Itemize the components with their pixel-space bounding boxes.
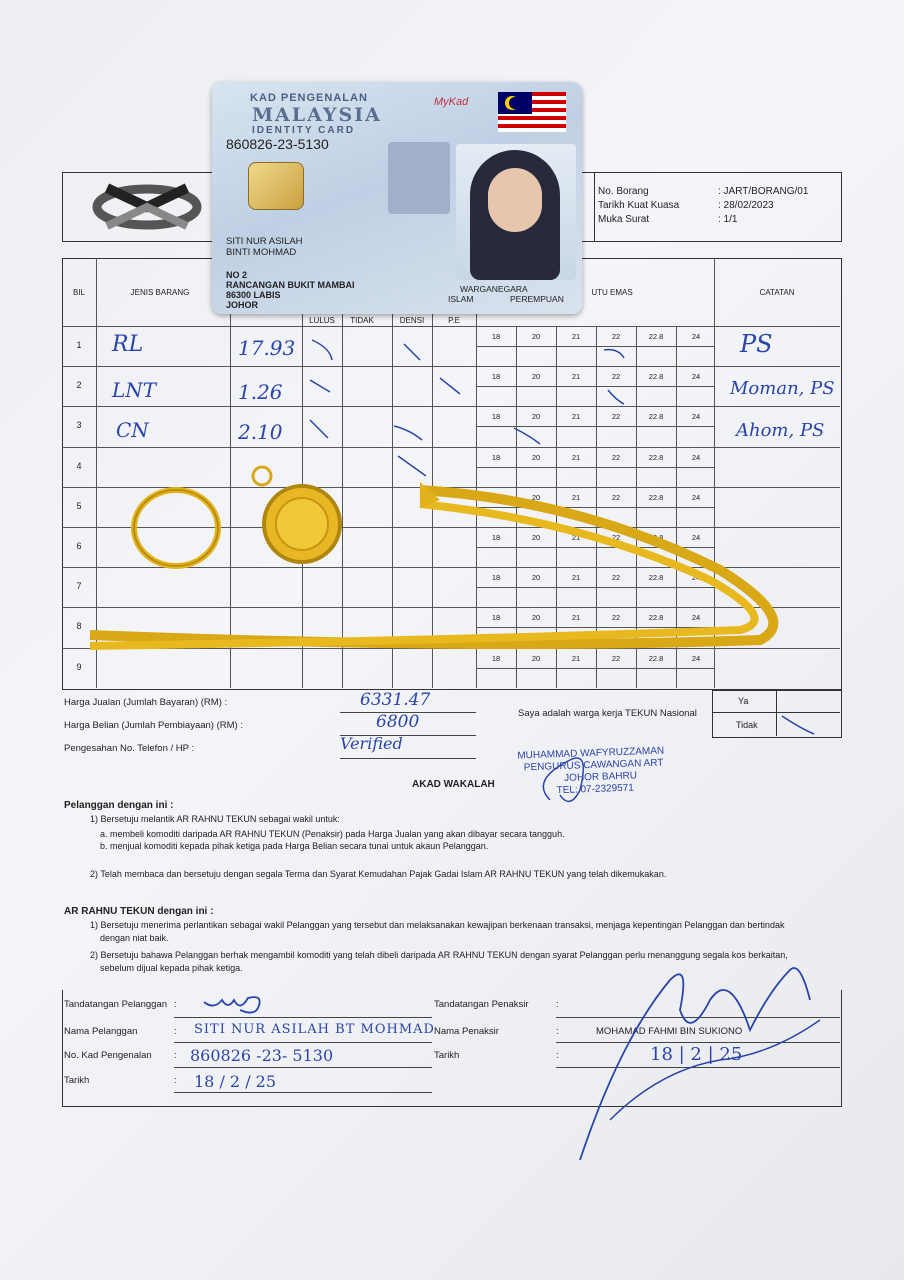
row-number: 5: [76, 500, 82, 511]
card-addr2: RANCANGAN BUKIT MAMBAI: [226, 280, 355, 290]
label-nama-pelanggan: Nama Pelanggan: [64, 1026, 138, 1037]
card-name1: SITI NUR ASILAH: [226, 236, 303, 247]
karat-label: 20: [531, 452, 541, 462]
card-gender: PEREMPUAN: [510, 294, 564, 304]
hand-note-3: Ahom, PS: [736, 420, 825, 441]
karat-label: 24: [691, 412, 701, 422]
card-chip: [248, 162, 304, 210]
mykad-card: [212, 82, 582, 314]
card-citizenship: WARGANEGARA: [460, 284, 528, 294]
karat-label: 22: [611, 492, 621, 502]
line-nama-pelanggan: [174, 1042, 432, 1043]
row-number: 1: [76, 340, 82, 350]
card-ic-number: 860826-23-5130: [226, 136, 329, 152]
karat-label: 22: [611, 573, 621, 583]
karat-label: 22.8: [648, 653, 664, 663]
meta-no-borang: No. Borang : JART/BORANG/01: [598, 186, 809, 197]
karat-label: 20: [531, 332, 541, 341]
karat-label: 18: [491, 653, 501, 663]
row-number: 2: [76, 380, 82, 391]
karat-label: 22: [611, 372, 621, 382]
row-number: 8: [76, 621, 82, 632]
label-tandatangan-penaksir: Tandatangan Penaksir: [434, 999, 529, 1010]
line-no-kad: [174, 1067, 432, 1068]
hand-harga-jualan: 6331.47: [360, 690, 431, 710]
hand-item-2: LNT: [112, 378, 157, 402]
hand-no-kad: 860826 -23- 5130: [190, 1046, 334, 1065]
pelanggan-clause-2: 2) Telah membaca dan bersetuju dengan segala Terma dan Syarat Kemudahan Pajak Gadai Islam AR RAHNU TEKUN yang telah dikemukakan.: [90, 869, 667, 879]
hand-tarikh-penaksir: 18 | 2 | 25: [650, 1044, 743, 1065]
card-religion: ISLAM: [448, 294, 474, 304]
tekun-heading: AR RAHNU TEKUN dengan ini :: [64, 906, 214, 917]
pelanggan-clause-1a: a. membeli komoditi daripada AR RAHNU TEKUN (Penaksir) pada Harga Jualan yang akan dibayar secara tangguh.: [100, 829, 565, 839]
hand-note-2: Moman, PS: [730, 378, 835, 399]
karat-label: 20: [531, 412, 541, 422]
karat-label: 20: [531, 533, 541, 542]
hand-weight-3: 2.10: [238, 420, 283, 444]
karat-label: 18: [491, 452, 501, 462]
karat-label: 21: [571, 613, 581, 623]
tekun-clause-2: 2) Bersetuju bahawa Pelanggan berhak mengambil komoditi yang telah dibeli daripada AR RAHNU TEKUN dengan syarat Pelanggan perlu menanggung segala kos berkaitan,: [90, 950, 788, 960]
karat-label: 21: [571, 332, 581, 341]
line-tarikh: [174, 1092, 432, 1093]
hand-tick-marks: [300, 330, 780, 480]
label-warga-tekun: Saya adalah warga kerja TEKUN Nasional: [518, 708, 697, 719]
row-number: 7: [76, 581, 82, 592]
hand-item-1: RL: [112, 332, 144, 357]
karat-label: 21: [571, 452, 581, 462]
meta-tarikh-kuat-kuasa: Tarikh Kuat Kuasa : 28/02/2023: [598, 200, 774, 211]
card-name2: BINTI MOHMAD: [226, 247, 297, 258]
card-title1: KAD PENGENALAN: [250, 92, 368, 104]
label-nama-penaksir: Nama Penaksir: [434, 1026, 499, 1037]
col-densi: DENSI: [399, 316, 425, 325]
karat-label: 24: [691, 452, 701, 462]
karat-label: 22: [611, 653, 621, 663]
grid-hline: [62, 326, 840, 327]
stamp-line1: MUHAMMAD WAFYRUZZAMAN: [517, 745, 665, 762]
karat-label: 18: [491, 573, 501, 583]
pelanggan-clause-1: 1) Bersetuju melantik AR RAHNU TEKUN sebagai wakil untuk:: [90, 814, 340, 824]
karat-label: 21: [571, 573, 581, 583]
header-divider: [594, 172, 595, 242]
karat-label: 22.8: [648, 492, 664, 502]
mykad-logo: MyKad: [434, 96, 469, 108]
karat-label: 18: [491, 613, 501, 623]
stamp-line4: TEL: 07-2329571: [556, 782, 635, 797]
hand-weight-1: 17.93: [238, 336, 296, 360]
col-bil: BIL: [72, 288, 85, 297]
col-catatan: CATATAN: [759, 288, 795, 297]
stamp-line2: PENGURUS CAWANGAN ART: [523, 757, 664, 774]
label-tarikh-penaksir: Tarikh: [434, 1050, 460, 1061]
tekun-clause-1b: dengan niat baik.: [100, 933, 169, 943]
karat-label: 20: [531, 573, 541, 583]
tidak-tick: [776, 712, 840, 738]
karat-label: 22: [611, 332, 621, 341]
col-mutu-emas: UTU EMAS: [591, 288, 633, 297]
karat-label: 24: [691, 613, 701, 623]
label-tarikh: Tarikh: [64, 1075, 90, 1086]
karat-label: 24: [691, 533, 701, 542]
karat-label: 22.8: [648, 412, 664, 422]
label-tandatangan-pelanggan: Tandatangan Pelanggan: [64, 999, 168, 1010]
row-number: 3: [76, 420, 82, 431]
label-harga-jualan: Harga Jualan (Jumlah Bayaran) (RM) :: [64, 697, 228, 708]
card-addr1: NO 2: [226, 270, 248, 280]
row-number: 6: [76, 541, 82, 551]
karat-label: 22.8: [648, 332, 664, 341]
col-pe: P.E: [448, 316, 460, 325]
card-photo: [456, 144, 576, 280]
karat-label: 22: [611, 452, 621, 462]
pelanggan-heading: Pelanggan dengan ini :: [64, 800, 174, 811]
karat-label: 22.8: [648, 452, 664, 462]
nama-penaksir-value: MOHAMAD FAHMI BIN SUKIONO: [596, 1026, 743, 1037]
karat-label: 22.8: [648, 613, 664, 623]
assessor-signature: [520, 740, 860, 1160]
karat-label: 21: [571, 533, 581, 542]
card-title3: IDENTITY CARD: [252, 125, 356, 136]
meta-muka-surat: Muka Surat : 1/1: [598, 214, 738, 225]
hand-item-3: CN: [116, 418, 149, 442]
karat-label: 22: [611, 412, 621, 422]
karat-label: 20: [531, 492, 541, 502]
row-number: 4: [76, 460, 82, 471]
hand-note-1: PS: [740, 330, 773, 358]
pelanggan-clause-1b: b. menjual komoditi kepada pihak ketiga pada Harga Belian secara tunai untuk akaun Pelanggan.: [100, 841, 489, 851]
hand-weight-2: 1.26: [238, 380, 283, 404]
card-small-photo: [388, 142, 450, 214]
card-addr4: JOHOR: [226, 300, 259, 310]
photo-face: [488, 168, 542, 232]
karat-label: 18: [491, 372, 501, 382]
label-harga-belian: Harga Belian (Jumlah Pembiayaan) (RM) :: [64, 720, 243, 731]
karat-label: 22.8: [648, 533, 664, 542]
tekun-clause-1: 1) Bersetuju menerima perlantikan sebagai wakil Pelanggan yang tersebut dan melaksanakan kewajipan berkenaan transaksi, menjaga kepentingan Pelanggan dan bertindak: [90, 920, 785, 930]
line-telefon: [340, 758, 476, 759]
karat-label: 22: [611, 613, 621, 623]
hand-nama-pelanggan: SITI NUR ASILAH BT MOHMAD: [194, 1022, 435, 1037]
gold-items-photo: [80, 460, 800, 680]
karat-label: 18: [491, 412, 501, 422]
akad-title: AKAD WAKALAH: [412, 779, 495, 790]
col-jenis-barang: JENIS BARANG: [130, 288, 190, 297]
row-number: 9: [76, 661, 82, 672]
karat-label: 24: [691, 372, 701, 382]
tekun-clause-2b: sebelum dijual kepada pihak ketiga.: [100, 963, 243, 973]
karat-label: 22.8: [648, 372, 664, 382]
karat-label: 21: [571, 492, 581, 502]
card-addr3: 86300 LABIS: [226, 290, 281, 300]
karat-label: 20: [531, 653, 541, 663]
karat-label: 22.8: [648, 573, 664, 583]
karat-label: 21: [571, 412, 581, 422]
karat-label: 20: [531, 613, 541, 623]
karat-label: 18: [491, 533, 501, 542]
hand-tarikh: 18 / 2 / 25: [194, 1072, 277, 1091]
hand-harga-belian: 6800: [376, 712, 420, 732]
col-lulus: LULUS: [309, 316, 335, 325]
karat-label: 24: [691, 573, 701, 583]
col-tidak: TIDAK: [350, 316, 374, 325]
karat-label: 18: [491, 492, 501, 502]
stamp-line3: JOHOR BAHRU: [564, 770, 638, 784]
customer-signature: [200, 990, 280, 1020]
karat-label: 24: [691, 332, 701, 341]
karat-label: 22: [611, 533, 621, 542]
karat-label: 24: [691, 492, 701, 502]
karat-label: 20: [531, 372, 541, 382]
label-ya: Ya: [738, 696, 749, 706]
card-title2: MALAYSIA: [252, 104, 382, 126]
karat-label: 24: [691, 653, 701, 663]
karat-label: 21: [571, 372, 581, 382]
tekun-logo: [92, 176, 202, 238]
label-no-kad: No. Kad Pengenalan: [64, 1050, 152, 1061]
label-tidak: Tidak: [736, 720, 758, 730]
malaysia-flag-icon: [498, 92, 566, 132]
hand-telefon: Verified: [340, 734, 403, 753]
karat-label: 18: [491, 332, 501, 341]
karat-label: 21: [571, 653, 581, 663]
label-pengesahan: Pengesahan No. Telefon / HP :: [64, 743, 195, 754]
scanned-form-page: No. Borang : JART/BORANG/01 Tarikh Kuat Kuasa : 28/02/2023 Muka Surat : 1/1 BIL JENIS BARANG UTU EMAS CATATAN LULUS TIDAK DENSI P.E 1 18 20 21 22 22.8 24 2 18 20 21 22 22.8 24 3 18 20 21 22 22.8 24 4 18 20 21 22 22.8 24 5 18 20 21 22 22.8 24 6 18 20 21 22 22.8 24 7 18 20 21 22 22.8 24 8 18 20 21 22 22.8 24 9 18 20 21 22 22.8 24 RL LNT CN 17.93 1.26 2.10 PS Moman, PS Ahom, PS Harga Jualan (Jumlah Bayaran) (RM) : Harga Belian (Jumlah Pembiayaan) (RM) : Pengesahan No. Telefon / HP : 6331.47 6800 Verified Saya adalah warga kerja TEKUN Nasional Ya Tidak MUHAMMAD WAFYRUZZAMAN PENGURUS CAWANGAN ART JOHOR BAHRU TEL: 07-2329571 AKAD WAKALAH Pelanggan dengan ini : 1) Bersetuju melantik AR RAHNU TEKUN sebagai wakil untuk: a. membeli komoditi daripada AR RAHNU TEKUN (Penaksir) pada Harga Jualan yang akan dibayar secara tangguh. b. menjual komoditi kepada pihak ketiga pada Harga Belian secara tunai untuk akaun Pelanggan. 2) Telah membaca dan bersetuju dengan segala Terma dan Syarat Kemudahan Pajak Gadai Islam AR RAHNU TEKUN yang telah dikemukakan. AR RAHNU TEKUN dengan ini : 1) Bersetuju menerima perlantikan sebagai wakil Pelanggan yang tersebut dan melaksanakan kewajipan berkenaan transaksi, menjaga kepentingan Pelanggan dan bertindak dengan niat baik. 2) Bersetuju bahawa Pelanggan berhak mengambil komoditi yang telah dibeli daripada AR RAHNU TEKUN dengan syarat Pelanggan perlu menanggung segala kos berkaitan, sebelum dijual kepada pihak ketiga. Tandatangan Pelanggan Nama Pelanggan No. Kad Pengenalan Tarikh : : : : Tandatangan Penaksir Nama Penaksir Tarikh : : : MOHAMAD FAHMI BIN SUKIONO SITI NUR ASILAH BT MOHMAD 860826 -23- 5130 18 / 2 / 25 18 | 2 | 25 KAD PENGENALAN MALAYSIA IDENTITY CARD MyKad 860826-23-5130 SITI NUR ASILAH BINTI MOHMAD NO 2 RANCANGAN BUKIT MAMBAI 86300 LABIS JOHOR WARGANEGARA ISLAM PEREMPUAN: [0, 0, 904, 1280]
